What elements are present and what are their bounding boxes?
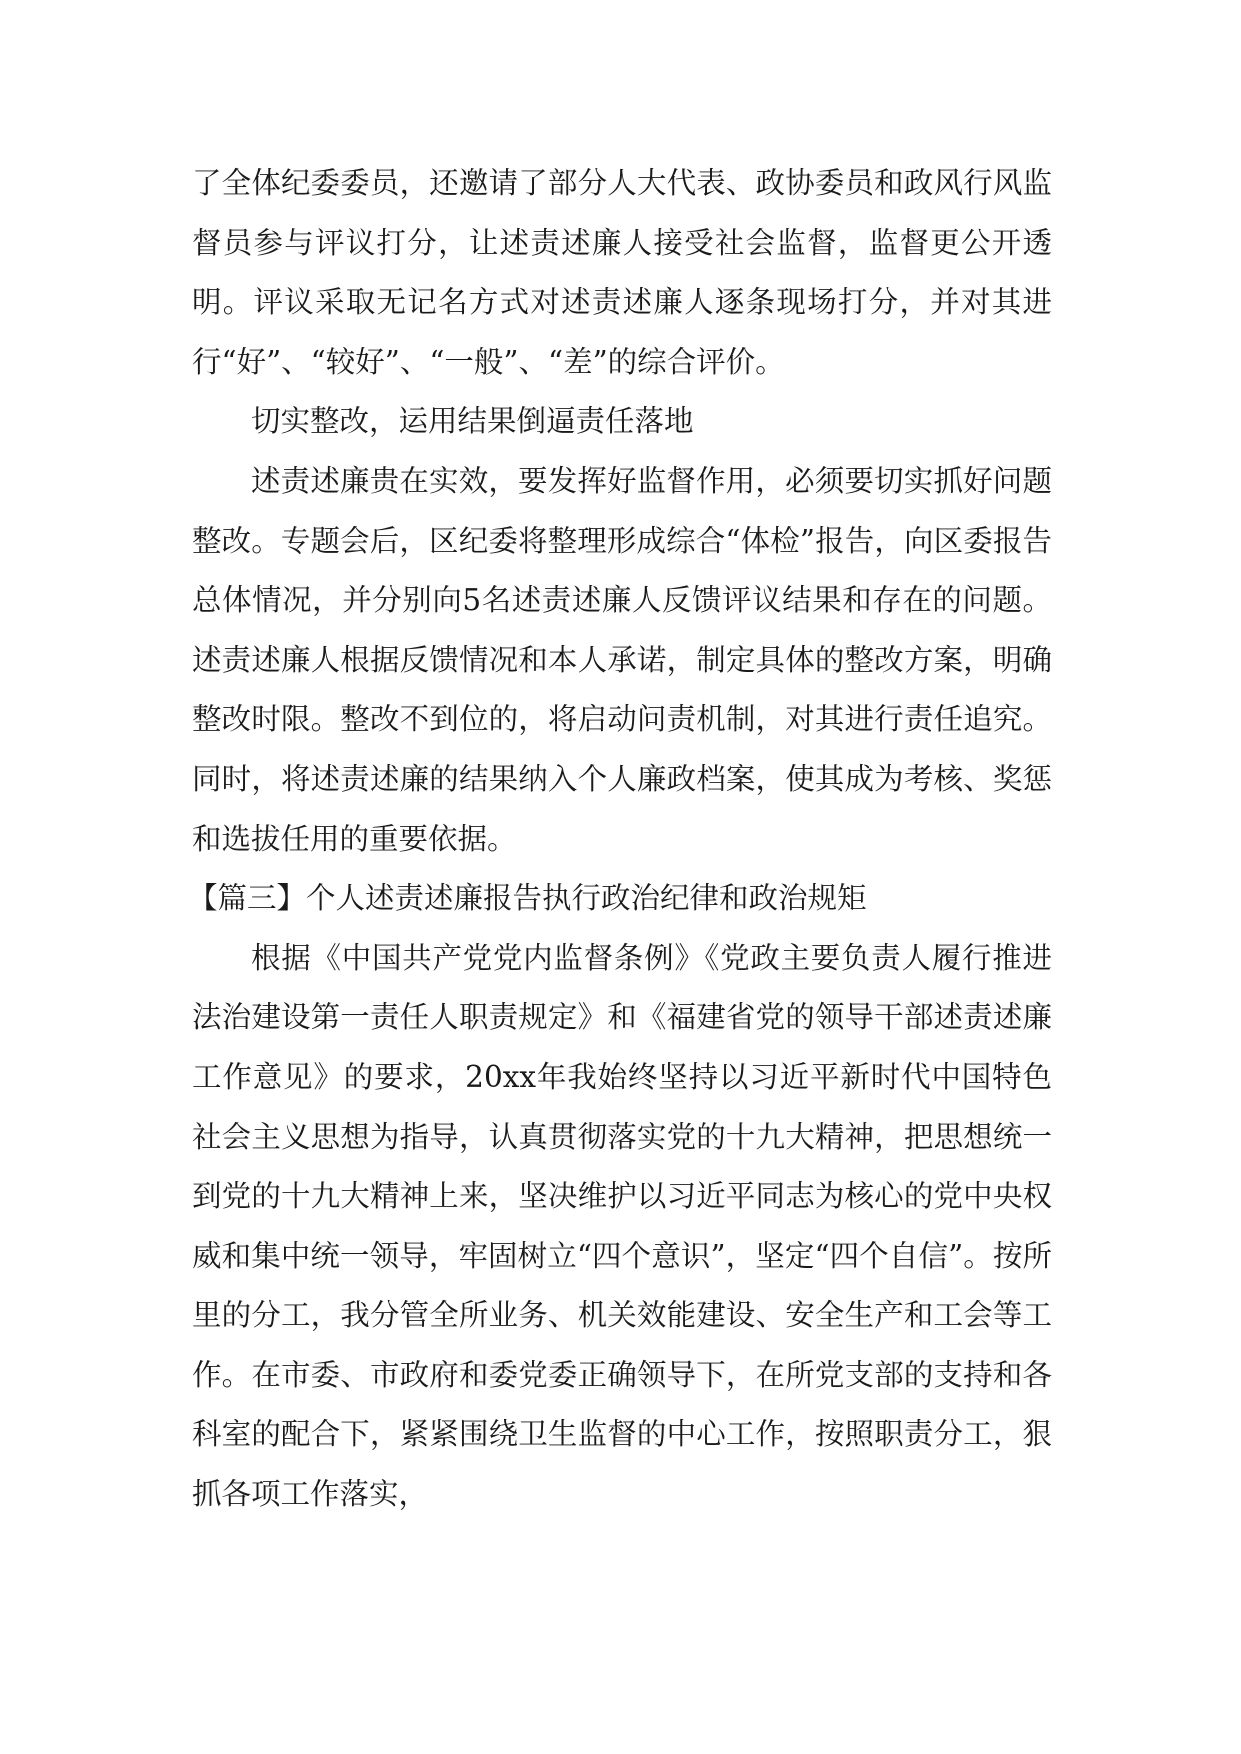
paragraph-continuation: 了全体纪委委员，还邀请了部分人大代表、政协委员和政风行风监督员参与评议打分，让述责述廉人接受社会监督，监督更公开透明。评议采取无记名方式对述责述廉人逐条现场打分，并对其进行“好”、“较好”、“一般”、“差”的综合评价。 <box>192 166 1052 379</box>
paragraph-report-intro: 根据《中国共产党党内监督条例》《党政主要负责人履行推进法治建设第一责任人职责规定》和《福建省党的领导干部述责述廉工作意见》的要求，20xx年我始终坚持以习近平新时代中国特色社会主义思想为指导，认真贯彻落实党的十九大精神，把思想统一到党的十九大精神上来，坚决维护以习近平同志为核心的党中央权威和集中统一领导，牢固树立“四个意识”，坚定“四个自信”。按所里的分工，我分管全所业务、机关效能建设、安全生产和工会等工作。在市委、市政府和委党委正确领导下，在所党支部的支持和各科室的配合下，紧紧围绕卫生监督的中心工作，按照职责分工，狠抓各项工作落实， <box>192 940 1052 1512</box>
subheading-rectification: 切实整改，运用结果倒逼责任落地 <box>251 404 694 439</box>
section-title-part-three: 【篇三】个人述责述廉报告执行政治纪律和政治规矩 <box>188 881 867 916</box>
paragraph-rectification: 述责述廉贵在实效，要发挥好监督作用，必须要切实抓好问题整改。专题会后，区纪委将整理形成综合“体检”报告，向区委报告总体情况，并分别向5名述责述廉人反馈评议结果和存在的问题。述责述廉人根据反馈情况和本人承诺，制定具体的整改方案，明确整改时限。整改不到位的，将启动问责机制，对其进行责任追究。同时，将述责述廉的结果纳入个人廉政档案，使其成为考核、奖惩和选拔任用的重要依据。 <box>192 463 1052 856</box>
document-body <box>188 154 1052 1525</box>
